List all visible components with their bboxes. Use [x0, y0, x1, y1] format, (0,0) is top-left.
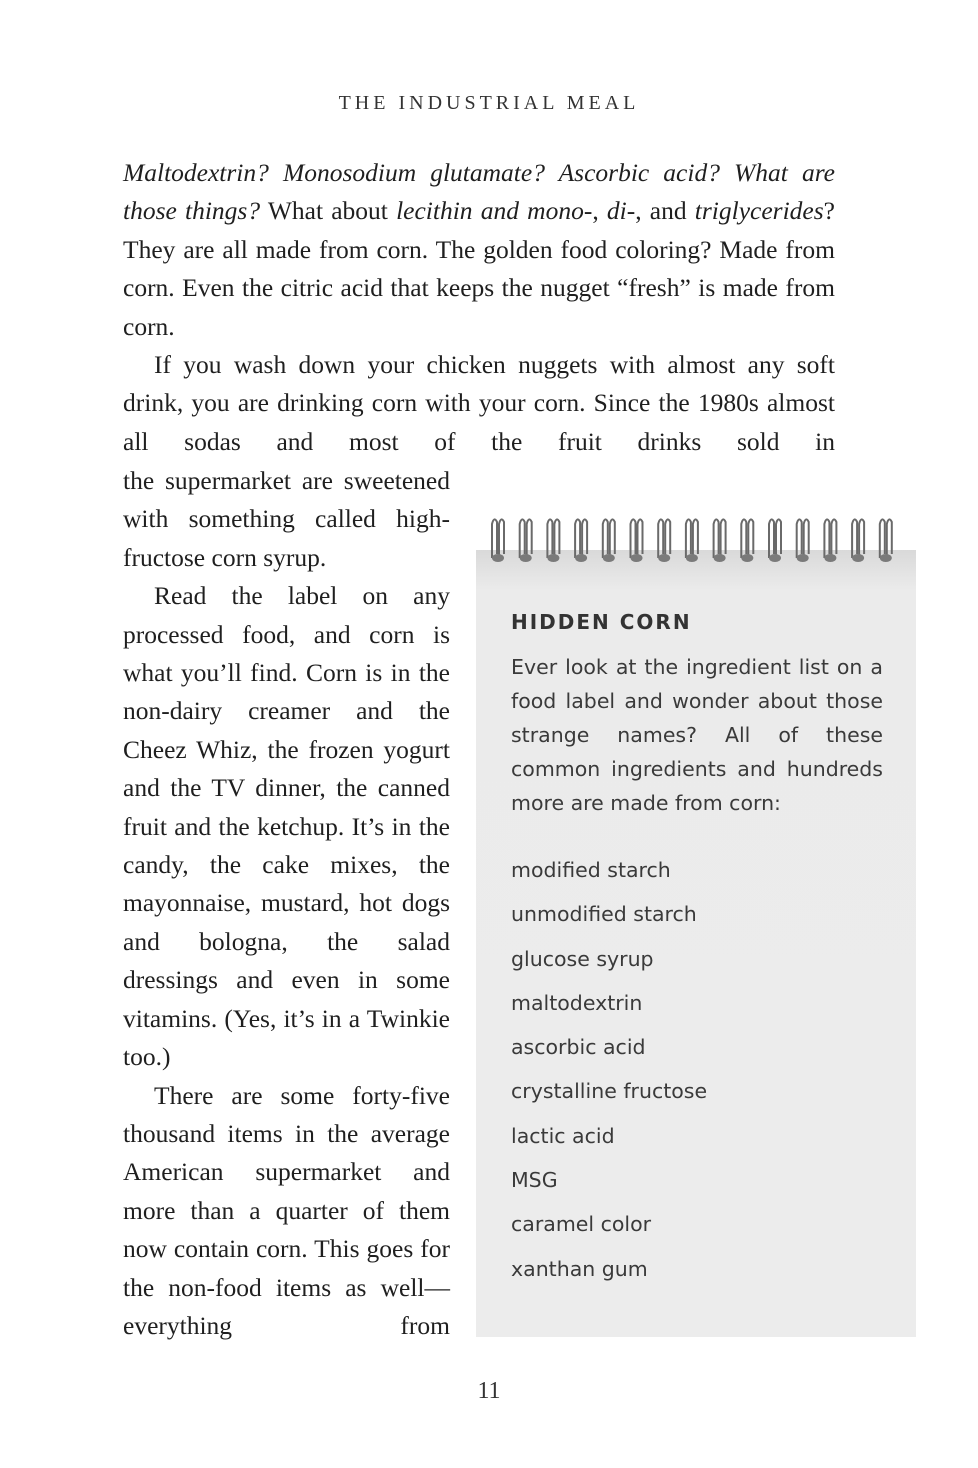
- list-item: crystalline fructose: [511, 1079, 708, 1104]
- paragraph-3: Read the label on any processed food, and corn is what you’ll find. Corn is in the non-dairy creamer and the Cheez Whiz, the frozen yogurt and the TV dinner, the canned fruit and the ketchup. It’s in the candy, the cake mixes, the mayonnaise, mustard, hot dogs and bologna, the salad dressings and even in some vitamins. (Yes, it’s in a Twinkie too.): [123, 581, 450, 1072]
- spiral-ring: [686, 519, 698, 562]
- text-segment: ? They are all made from corn. The golden food coloring? Made from corn. Even the citric acid that keeps the nugget “fresh” is made from corn.: [123, 196, 835, 341]
- list-item: maltodextrin: [511, 990, 643, 1015]
- ingredient-list: [511, 848, 883, 1291]
- spiral-ring: [824, 519, 836, 562]
- body-text-full-width: [123, 154, 835, 461]
- sidebar-content: [511, 610, 883, 1291]
- spiral-ring: [547, 519, 559, 562]
- sidebar-title: HIDDEN CORN: [511, 610, 692, 634]
- spiral-ring: [714, 519, 726, 562]
- list-item: modified starch: [511, 858, 671, 882]
- list-item: xanthan gum: [511, 1256, 648, 1281]
- paragraph-1: [123, 154, 835, 346]
- sidebar-intro: Ever look at the ingredient list on a food label and wonder about those strange names? All of these common ingredients and hundreds more are made from corn:: [511, 655, 883, 815]
- spiral-ring: [603, 519, 615, 562]
- text-segment: What about: [260, 196, 397, 226]
- spiral-ring: [741, 519, 753, 562]
- body-text-column: [123, 462, 450, 1345]
- italic-term: di-: [606, 196, 636, 226]
- paragraph-2-start: If you wash down your chicken nuggets with almost any soft drink, you are drinking corn with your corn. Since the 1980s almost all sodas and most of the fruit drinks sold in: [123, 350, 835, 456]
- spiral-ring: [492, 519, 504, 562]
- spiral-ring: [520, 519, 532, 562]
- list-item: lactic acid: [511, 1123, 615, 1148]
- spiral-ring: [852, 519, 864, 562]
- list-item: ascorbic acid: [511, 1035, 646, 1060]
- spiral-binding-icon: [476, 510, 916, 570]
- hidden-corn-sidebar: [476, 510, 916, 1337]
- paragraph-2-end: the supermarket are sweetened with something called high-fructose corn syrup.: [123, 466, 450, 572]
- running-head: THE INDUSTRIAL MEAL: [338, 92, 640, 114]
- list-item: MSG: [511, 1168, 558, 1193]
- text-segment: , and: [635, 196, 695, 226]
- list-item: unmodified starch: [511, 902, 697, 927]
- spiral-ring: [631, 519, 643, 562]
- italic-term: lecithin and mono-: [396, 196, 593, 226]
- paragraph-4: There are some forty-five thousand items in the average American supermarket and more than a quarter of them now contain corn. This goes for the non-food items as well—everything from: [123, 1080, 450, 1340]
- spiral-ring: [658, 519, 670, 562]
- italic-term: triglycerides: [694, 196, 824, 226]
- spiral-ring: [769, 519, 781, 562]
- spiral-ring: [880, 519, 892, 562]
- list-item: glucose syrup: [511, 946, 654, 971]
- list-item: caramel color: [511, 1212, 652, 1237]
- italic-questions: Maltodextrin? Monosodium glutamate? Ascorbic acid? What are those things?: [123, 158, 835, 226]
- page-number: 11: [477, 1378, 501, 1404]
- spiral-ring: [575, 519, 587, 562]
- spiral-ring: [797, 519, 809, 562]
- text-segment: ,: [592, 196, 607, 226]
